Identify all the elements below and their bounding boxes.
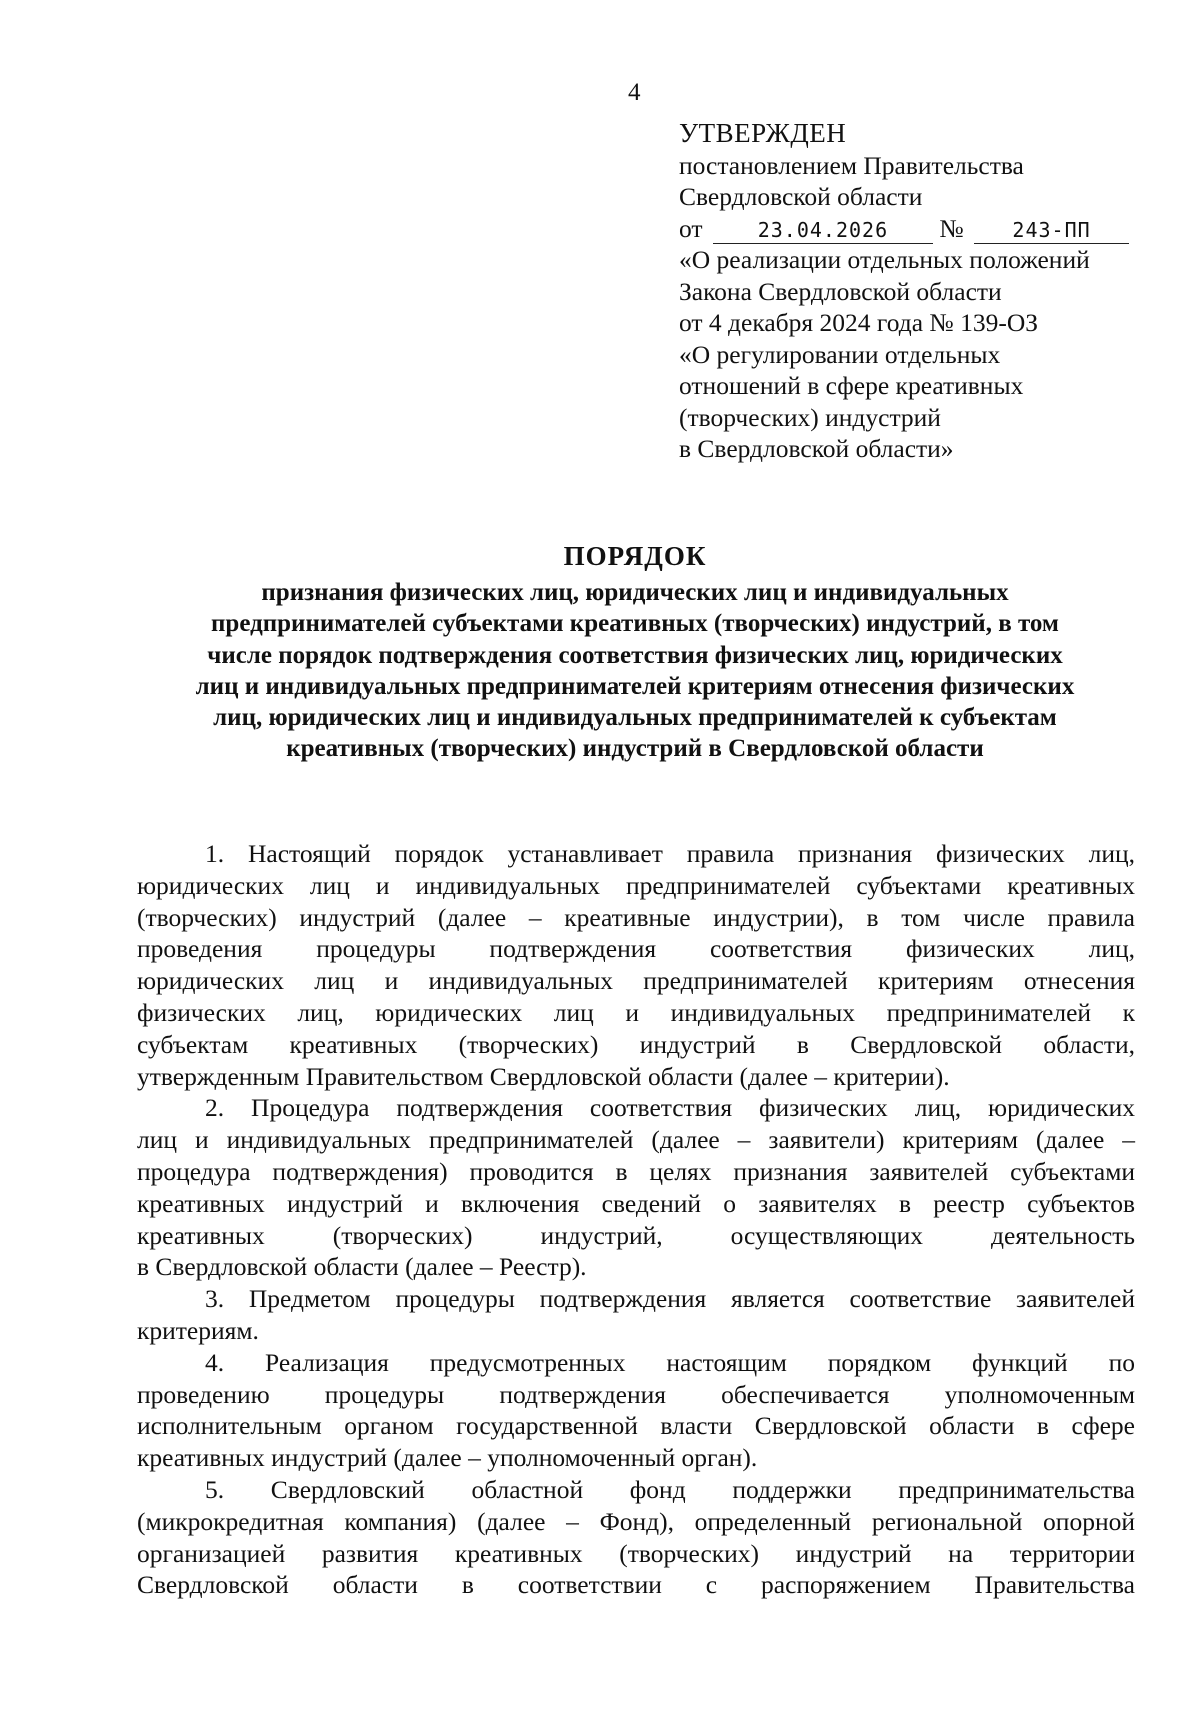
text-line: физических лиц, юридических лиц и индивидуальных предпринимателей к [137,997,1135,1027]
text-line: утвержденным Правительством Свердловской области (далее – критерии). [137,1061,950,1091]
approval-line-2: Свердловской области [679,182,923,211]
text-line: в Свердловской области (далее – Реестр). [137,1252,587,1282]
text-line: (микрокредитная компания) (далее – Фонд), определенный региональной опорной [137,1506,1135,1536]
paragraph-1 [137,838,1135,1092]
approval-ref-line: (творческих) индустрий [679,402,941,432]
text-line: Свердловской области в соответствии с распоряжением Правительства [137,1570,1135,1600]
subtitle-line: лиц и индивидуальных предпринимателей критериям отнесения физических [195,672,1075,700]
approval-date-number-line [679,213,1179,245]
subtitle-line: креативных (творческих) индустрий в Свердловской области [286,735,984,763]
text-line: 5. Свердловский областной фонд поддержки предпринимательства [205,1474,1135,1504]
text-line: лиц и индивидуальных предпринимателей (далее – заявители) критериям (далее – [137,1125,1135,1155]
number-prefix: № [939,213,964,243]
text-line: креативных индустрий и включения сведений о заявителях в реестр субъектов [137,1188,1135,1218]
text-line: проведения процедуры подтверждения соответствия физических лиц, [137,934,1135,964]
approval-block [679,118,1179,465]
paragraph-4 [137,1347,1135,1474]
paragraph-5 [137,1474,1135,1601]
text-line: проведению процедуры подтверждения обеспечивается уполномоченным [137,1379,1135,1409]
approval-ref-line: отношений в сфере креативных [679,371,1024,400]
document-subtitle [135,577,1135,765]
subtitle-line: предпринимателей субъектами креативных (творческих) индустрий, в том [211,610,1059,638]
text-line: критериям. [137,1315,259,1345]
number-field [974,216,1129,244]
date-field [713,216,933,244]
text-line: 4. Реализация предусмотренных настоящим порядком функций по [205,1347,1135,1377]
page-number: 4 [628,79,641,106]
approval-line-1: постановлением Правительства [679,150,1024,180]
approval-ref-line: от 4 декабря 2024 года № 139-ОЗ [679,308,1039,337]
text-line: креативных индустрий (далее – уполномоченный орган). [137,1443,758,1473]
text-line: креативных (творческих) индустрий, осуществляющих деятельность [137,1220,1135,1250]
body-text [137,838,1135,1601]
text-line: юридических лиц и индивидуальных предпринимателей субъектами креативных [137,870,1135,900]
subtitle-line: признания физических лиц, юридических лиц и индивидуальных [261,579,1009,606]
text-line: 2. Процедура подтверждения соответствия физических лиц, юридических [205,1093,1135,1123]
approval-ref-line: «О реализации отдельных положений [679,245,1090,274]
text-line: (творческих) индустрий (далее – креативные индустрии), в том числе правила [137,902,1135,932]
text-line: организацией развития креативных (творческих) индустрий на территории [137,1538,1135,1568]
text-line: юридических лиц и индивидуальных предпринимателей критериям отнесения [137,966,1135,996]
approval-ref-line: Закона Свердловской области [679,276,1002,306]
text-line: субъектам креативных (творческих) индустрий в Свердловской области, [137,1029,1135,1059]
number-value: 243-ПП [1012,217,1091,242]
approval-ref-line: в Свердловской области» [679,434,954,463]
approval-title: УТВЕРЖДЕН [679,118,847,148]
text-line: 3. Предметом процедуры подтверждения является соответствие заявителей [205,1284,1135,1314]
paragraph-3 [137,1283,1135,1347]
approval-ref-line: «О регулировании отдельных [679,339,1001,369]
date-prefix: от [679,213,703,243]
document-title: ПОРЯДОК [563,541,707,571]
text-line: исполнительным органом государственной власти Свердловской области в сфере [137,1411,1135,1441]
date-value: 23.04.2026 [757,217,889,242]
text-line: процедура подтверждения) проводится в целях признания заявителей субъектами [137,1156,1135,1186]
paragraph-2 [137,1092,1135,1283]
text-line: 1. Настоящий порядок устанавливает правила признания физических лиц, [205,839,1135,868]
subtitle-line: числе порядок подтверждения соответствия физических лиц, юридических [207,641,1063,669]
subtitle-line: лиц, юридических лиц и индивидуальных предпринимателей к субъектам [213,704,1057,732]
